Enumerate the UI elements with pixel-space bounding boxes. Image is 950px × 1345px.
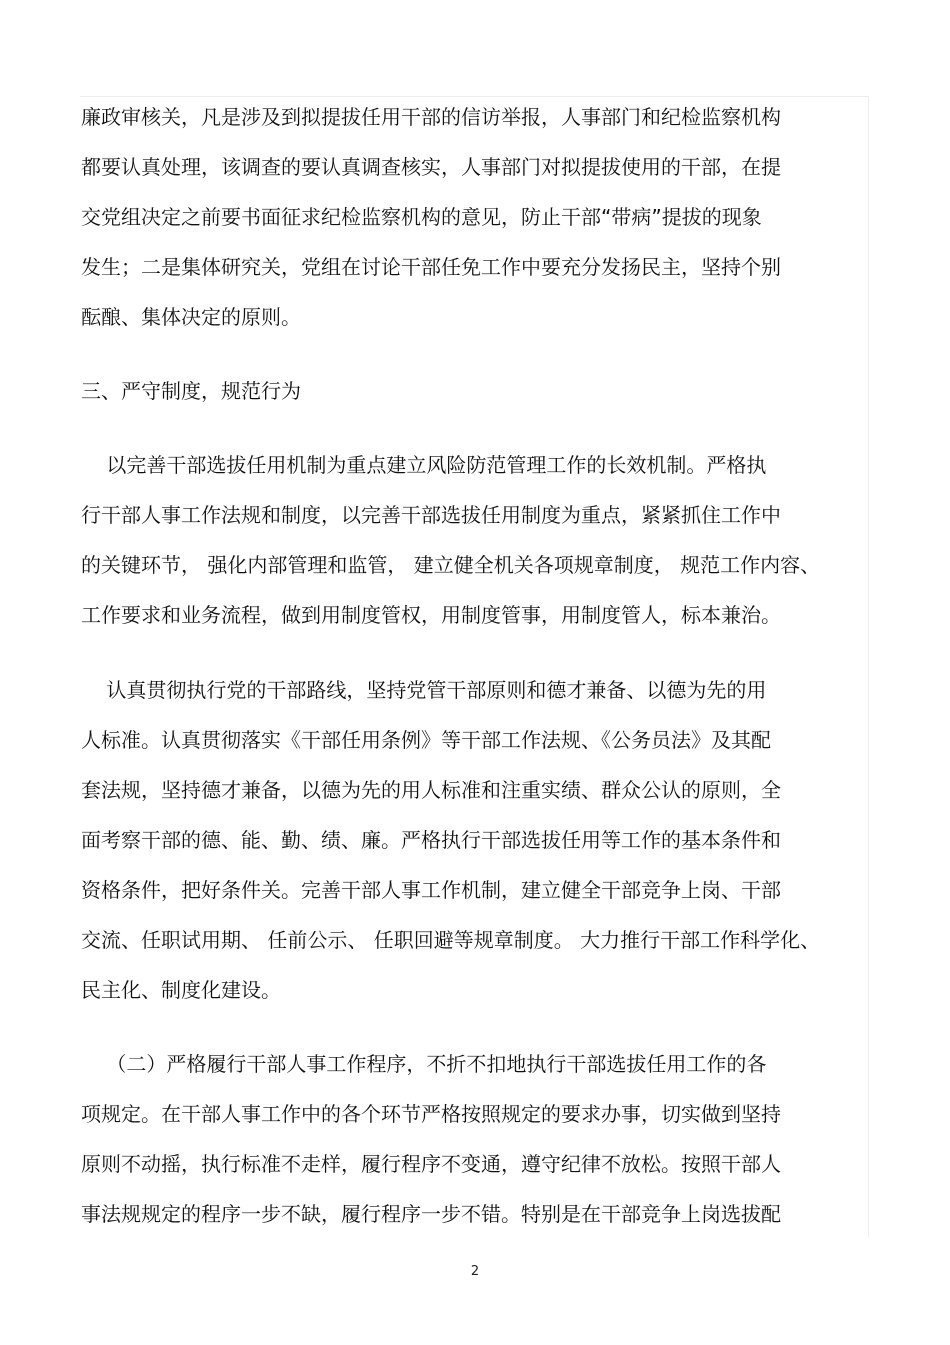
- section-heading: 三、严守制度，规范行为: [81, 379, 301, 403]
- text-line: 原则不动摇，执行标准不走样，履行程序不变通，遵守纪律不放松。按照干部人: [81, 1152, 781, 1176]
- text-line: 都要认真处理，该调查的要认真调查核实，人事部门对拟提拔使用的干部，在提: [81, 155, 781, 179]
- text-line: 认真贯彻执行党的干部路线，坚持党管干部原则和德才兼备、以德为先的用: [81, 678, 767, 702]
- text-line: 工作要求和业务流程，做到用制度管权，用制度管事，用制度管人，标本兼治。: [81, 603, 781, 627]
- text-line: 交流、任职试用期、 任前公示、 任职回避等规章制度。 大力推行干部工作科学化、: [81, 928, 821, 952]
- text-line: 面考察干部的德、能、勤、绩、廉。严格执行干部选拔任用等工作的基本条件和: [81, 828, 781, 852]
- text-line: 事法规规定的程序一步不缺，履行程序一步不错。特别是在干部竞争上岗选拔配: [81, 1202, 781, 1226]
- text-line: （二）严格履行干部人事工作程序，不折不扣地执行干部选拔任用工作的各: [81, 1052, 767, 1076]
- text-line: 资格条件，把好条件关。完善干部人事工作机制，建立健全干部竞争上岗、干部: [81, 878, 781, 902]
- text-line: 套法规，坚持德才兼备，以德为先的用人标准和注重实绩、群众公认的原则，全: [81, 778, 781, 802]
- text-line: 项规定。在干部人事工作中的各个环节严格按照规定的要求办事，切实做到坚持: [81, 1102, 781, 1126]
- text-line: 酝酿、集体决定的原则。: [81, 305, 301, 329]
- text-line: 民主化、制度化建设。: [81, 978, 281, 1002]
- text-line: 发生；二是集体研究关，党组在讨论干部任免工作中要充分发扬民主，坚持个别: [81, 255, 781, 279]
- text-line: 交党组决定之前要书面征求纪检监察机构的意见，防止干部“带病”提拔的现象: [81, 205, 762, 229]
- text-line: 人标准。认真贯彻落实《干部任用条例》等干部工作法规、《公务员法》及其配: [81, 728, 771, 752]
- text-line: 行干部人事工作法规和制度，以完善干部选拔任用制度为重点，紧紧抓住工作中: [81, 503, 781, 527]
- page-number: 2: [470, 1264, 480, 1279]
- text-line: 以完善干部选拔任用机制为重点建立风险防范管理工作的长效机制。严格执: [81, 453, 767, 477]
- text-line: 廉政审核关，凡是涉及到拟提拔任用干部的信访举报，人事部门和纪检监察机构: [81, 105, 781, 129]
- text-line: 的关键环节， 强化内部管理和监管， 建立健全机关各项规章制度， 规范工作内容、: [81, 553, 821, 577]
